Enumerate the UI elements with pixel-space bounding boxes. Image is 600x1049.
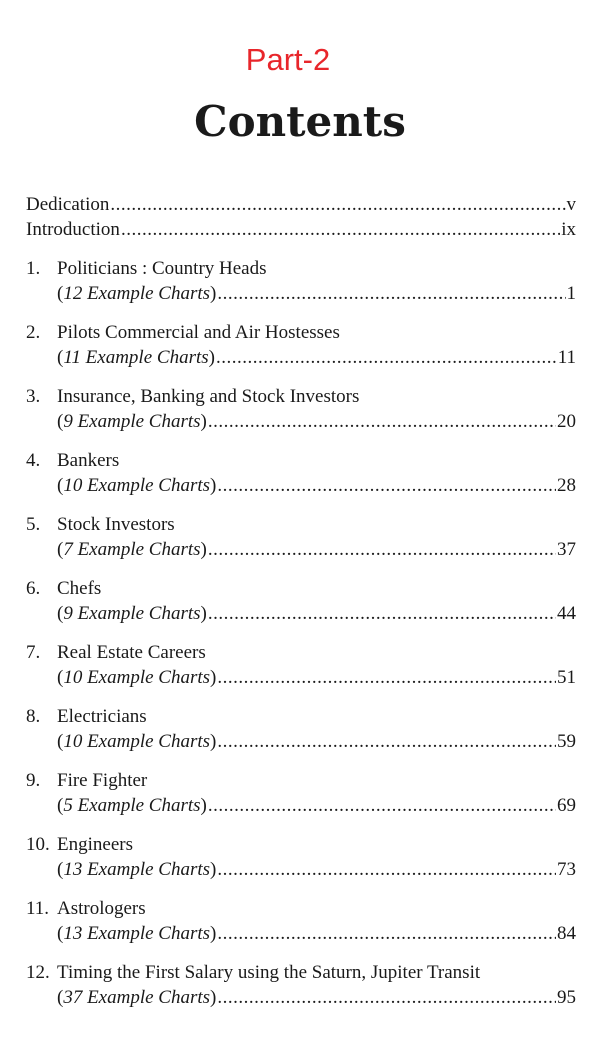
chapter-title: Engineers bbox=[57, 834, 133, 855]
example-charts-count: 10 Example Charts bbox=[63, 731, 211, 752]
page-number: 73 bbox=[557, 859, 576, 880]
example-charts-label: (37 Example Charts) bbox=[57, 987, 217, 1008]
toc-chapter-entry[interactable] bbox=[26, 704, 576, 754]
chapter-title-line bbox=[26, 512, 576, 537]
page-number: 37 bbox=[557, 539, 576, 560]
chapter-number: 7. bbox=[26, 642, 41, 663]
chapter-title-line bbox=[26, 320, 576, 345]
dot-leader bbox=[121, 217, 560, 242]
chapter-subline bbox=[26, 345, 576, 370]
example-charts-label: (9 Example Charts) bbox=[57, 411, 207, 432]
chapter-subline bbox=[26, 857, 576, 882]
chapter-title: Stock Investors bbox=[57, 514, 175, 535]
example-charts-count: 10 Example Charts bbox=[63, 667, 211, 688]
part-label: Part-2 bbox=[245, 42, 331, 77]
page-number: 95 bbox=[557, 987, 576, 1008]
dot-leader bbox=[208, 409, 556, 434]
entry-title: Dedication bbox=[26, 194, 110, 215]
example-charts-count: 9 Example Charts bbox=[63, 603, 201, 624]
toc-chapter-entry[interactable] bbox=[26, 640, 576, 690]
chapter-title-line bbox=[26, 384, 576, 409]
example-charts-count: 11 Example Charts bbox=[63, 347, 209, 368]
toc-chapter-entry[interactable] bbox=[26, 832, 576, 882]
dot-leader bbox=[208, 793, 556, 818]
example-charts-label: (13 Example Charts) bbox=[57, 859, 217, 880]
chapter-title-line bbox=[26, 448, 576, 473]
chapter-title-line bbox=[26, 640, 576, 665]
page-number: 11 bbox=[557, 347, 576, 368]
toc-chapter-entry[interactable] bbox=[26, 256, 576, 306]
chapter-title-line bbox=[26, 768, 576, 793]
chapter-title: Insurance, Banking and Stock Investors bbox=[57, 386, 360, 407]
toc-chapter-entry[interactable] bbox=[26, 448, 576, 498]
chapter-number: 12. bbox=[26, 962, 50, 983]
toc-chapter-entry[interactable] bbox=[26, 512, 576, 562]
chapter-subline bbox=[26, 537, 576, 562]
chapter-title: Chefs bbox=[57, 578, 102, 599]
toc-chapter-entry[interactable] bbox=[26, 896, 576, 946]
toc-chapter-entry[interactable] bbox=[26, 768, 576, 818]
chapter-title: Bankers bbox=[57, 450, 120, 471]
example-charts-label: (11 Example Charts) bbox=[57, 347, 215, 368]
example-charts-count: 13 Example Charts bbox=[63, 859, 211, 880]
page-number: ix bbox=[561, 219, 576, 240]
chapter-number: 3. bbox=[26, 386, 41, 407]
entry-title: Introduction bbox=[26, 219, 120, 240]
page-number: 1 bbox=[566, 283, 576, 304]
chapter-title: Politicians : Country Heads bbox=[57, 258, 267, 279]
dot-leader bbox=[217, 985, 556, 1010]
page-number: 20 bbox=[557, 411, 576, 432]
example-charts-count: 10 Example Charts bbox=[63, 475, 211, 496]
chapter-title: Electricians bbox=[57, 706, 147, 727]
chapter-title: Fire Fighter bbox=[57, 770, 148, 791]
table-of-contents bbox=[26, 192, 576, 1024]
chapter-subline bbox=[26, 793, 576, 818]
chapter-number: 10. bbox=[26, 834, 50, 855]
page-number: 44 bbox=[557, 603, 576, 624]
chapter-number: 11. bbox=[26, 898, 50, 919]
page-number: 69 bbox=[557, 795, 576, 816]
example-charts-count: 13 Example Charts bbox=[63, 923, 211, 944]
dot-leader bbox=[216, 345, 557, 370]
chapter-number: 4. bbox=[26, 450, 41, 471]
front-matter-list bbox=[26, 192, 576, 242]
example-charts-label: (10 Example Charts) bbox=[57, 475, 217, 496]
dot-leader bbox=[110, 192, 565, 217]
chapter-title: Real Estate Careers bbox=[57, 642, 206, 663]
chapter-number: 8. bbox=[26, 706, 41, 727]
chapter-number: 6. bbox=[26, 578, 41, 599]
chapter-number: 1. bbox=[26, 258, 41, 279]
page-number: 59 bbox=[557, 731, 576, 752]
chapter-title-line bbox=[26, 960, 576, 985]
chapter-subline bbox=[26, 729, 576, 754]
dot-leader bbox=[208, 601, 556, 626]
dot-leader bbox=[217, 921, 556, 946]
toc-entry-introduction[interactable] bbox=[26, 217, 576, 242]
example-charts-count: 7 Example Charts bbox=[63, 539, 201, 560]
example-charts-label: (12 Example Charts) bbox=[57, 283, 217, 304]
toc-chapter-entry[interactable] bbox=[26, 960, 576, 1010]
chapter-title: Astrologers bbox=[57, 898, 146, 919]
chapter-subline bbox=[26, 473, 576, 498]
chapter-number: 9. bbox=[26, 770, 41, 791]
dot-leader bbox=[217, 729, 556, 754]
toc-chapter-entry[interactable] bbox=[26, 384, 576, 434]
chapter-title: Pilots Commercial and Air Hostesses bbox=[57, 322, 340, 343]
example-charts-label: (10 Example Charts) bbox=[57, 667, 217, 688]
chapter-title-line bbox=[26, 256, 576, 281]
dot-leader bbox=[208, 537, 556, 562]
example-charts-count: 12 Example Charts bbox=[63, 283, 211, 304]
chapter-title-line bbox=[26, 704, 576, 729]
chapter-subline bbox=[26, 921, 576, 946]
example-charts-label: (9 Example Charts) bbox=[57, 603, 207, 624]
chapter-subline bbox=[26, 601, 576, 626]
example-charts-count: 5 Example Charts bbox=[63, 795, 201, 816]
chapter-subline bbox=[26, 281, 576, 306]
dot-leader bbox=[217, 665, 556, 690]
chapter-subline bbox=[26, 409, 576, 434]
chapter-title-line bbox=[26, 576, 576, 601]
page-number: 51 bbox=[557, 667, 576, 688]
example-charts-label: (10 Example Charts) bbox=[57, 731, 217, 752]
chapter-title-line bbox=[26, 896, 576, 921]
toc-chapter-entry[interactable] bbox=[26, 576, 576, 626]
dot-leader bbox=[217, 857, 556, 882]
example-charts-label: (5 Example Charts) bbox=[57, 795, 207, 816]
example-charts-label: (7 Example Charts) bbox=[57, 539, 207, 560]
chapter-title-line bbox=[26, 832, 576, 857]
page-number: 28 bbox=[557, 475, 576, 496]
chapter-subline bbox=[26, 985, 576, 1010]
example-charts-count: 9 Example Charts bbox=[63, 411, 201, 432]
chapter-number: 2. bbox=[26, 322, 41, 343]
chapter-number: 5. bbox=[26, 514, 41, 535]
example-charts-count: 37 Example Charts bbox=[63, 987, 211, 1008]
page-number: v bbox=[566, 194, 576, 215]
dot-leader bbox=[217, 473, 556, 498]
chapter-list bbox=[26, 256, 576, 1010]
example-charts-label: (13 Example Charts) bbox=[57, 923, 217, 944]
chapter-subline bbox=[26, 665, 576, 690]
toc-entry-dedication[interactable] bbox=[26, 192, 576, 217]
chapter-title: Timing the First Salary using the Saturn, Jupiter Transit bbox=[57, 962, 481, 983]
dot-leader bbox=[217, 281, 565, 306]
page-number: 84 bbox=[557, 923, 576, 944]
toc-chapter-entry[interactable] bbox=[26, 320, 576, 370]
page-title: Contents bbox=[194, 97, 406, 146]
